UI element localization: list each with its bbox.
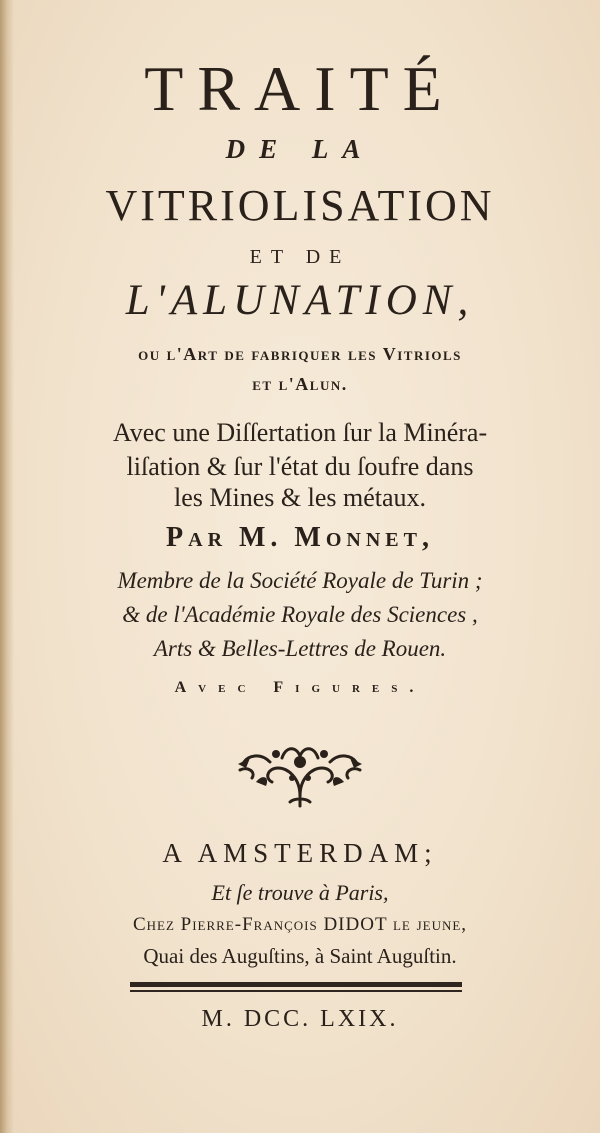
subtitle-line-1: ou l'Art de fabriquer les Vitriols	[138, 344, 462, 364]
subtitle-line-2: et l'Alun.	[252, 374, 348, 394]
double-rule-thick	[130, 982, 462, 987]
figures-note: Avec Figures.	[174, 679, 426, 696]
author-membership-1: Membre de la Société Royale de Turin ;	[117, 568, 483, 593]
imprint-publisher: Chez Pierre-François DIDOT le jeune,	[132, 914, 468, 935]
title-et-de: ET DE	[249, 246, 351, 268]
author-membership-2: & de l'Académie Royale des Sciences ,	[122, 602, 478, 627]
imprint-address: Quai des Auguſtins, à Saint Auguſtin.	[143, 944, 457, 968]
description-line-3: les Mines & les métaux.	[173, 483, 426, 512]
author-membership-3: Arts & Belles-Lettres de Rouen.	[153, 636, 447, 661]
double-rule-thin	[130, 990, 462, 992]
publication-date: M. DCC. LXIX.	[201, 1006, 399, 1032]
imprint-place: A AMSTERDAM;	[162, 838, 438, 868]
main-title: TRAITÉ	[144, 53, 456, 124]
printers-ornament-icon	[230, 738, 370, 808]
author-byline: Par M. Monnet,	[166, 522, 434, 553]
description-line-1: Avec une Diſſertation ſur la Minéra-	[112, 418, 488, 447]
description-line-2: liſation & ſur l'état du ſoufre dans	[126, 452, 474, 481]
title-vitriolisation: VITRIOLISATION	[105, 181, 495, 230]
title-de-la: DE LA	[225, 134, 375, 164]
title-alunation: L'ALUNATION,	[125, 277, 475, 324]
imprint-also-sold: Et ſe trouve à Paris,	[211, 880, 389, 905]
